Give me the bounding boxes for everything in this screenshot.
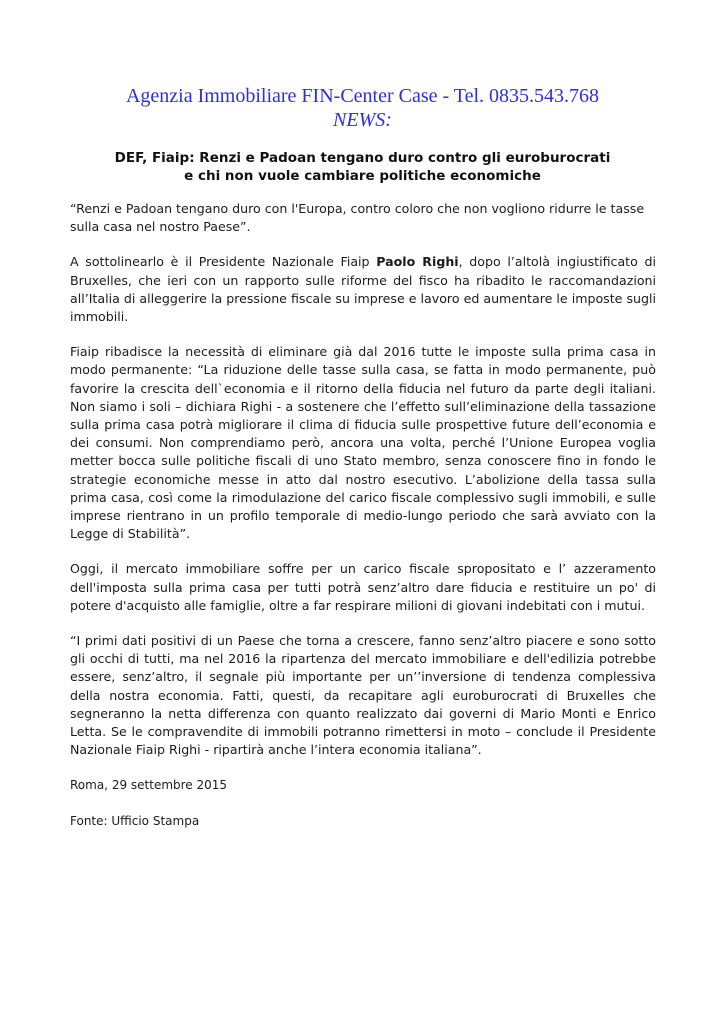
president-name: Paolo Righi (376, 254, 459, 270)
agency-header (0, 84, 725, 132)
paragraph-quote-intro: “Renzi e Padoan tengano duro con l'Europa, contro coloro che non vogliono ridurre le tasse sulla casa nel nostro Paese”. (70, 201, 645, 235)
source-line: Fonte: Ufficio Stampa (70, 813, 200, 828)
date-line: Roma, 29 settembre 2015 (70, 778, 228, 793)
paragraph-market-today: Oggi, il mercato immobiliare soffre per un carico fiscale spropositato e l’ azzeramento dell'imposta sulla prima casa per tutti potrà senz’altro dare fiducia e restituire un po' di potere d'acquisto alle famiglie, oltre a far respirare milioni di giovani indebitati con i mutui. (70, 561, 656, 613)
agency-contact-line: Agenzia Immobiliare FIN-Center Case - Tel. 0835.543.768 (125, 85, 600, 107)
paragraph-righi-statement (70, 253, 656, 326)
headline-line-1: DEF, Fiaip: Renzi e Padoan tengano duro contro gli euroburocrati (114, 150, 611, 166)
news-label: NEWS: (333, 109, 392, 131)
article-body (70, 200, 656, 847)
paragraph-righi-text-after: , dopo l’altolà ingiustificato di Bruxelles, che ieri con un rapporto sulle riforme del fisco ha ribadito le raccomandazioni all’Italia di alleggerire la pressione fiscale su imprese e lavoro ed aumentare le imposte sugli immobili. (70, 254, 656, 325)
paragraph-closing-quote: “I primi dati positivi di un Paese che torna a crescere, fanno senz’altro piacere e sono sotto gli occhi di tutti, ma nel 2016 la ripartenza del mercato immobiliare e dell'edilizia potrebbe essere, senz’altro, il segnale più importante per un’’inversione di tendenza complessiva della nostra economia. Fatti, questi, da recapitare agli euroburocrati di Bruxelles che segneranno la netta differenza con quanto realizzato dai governi di Mario Monti e Enrico Letta. Se le compravendite di immobili potranno rimettersi in moto – conclude il Presidente Nazionale Fiaip Righi - ripartirà anche l’intera economia italiana”. (70, 633, 656, 758)
article-headline (0, 149, 725, 185)
headline-line-2: e chi non vuole cambiare politiche economiche (184, 168, 541, 184)
paragraph-fiaip-position: Fiaip ribadisce la necessità di eliminare già dal 2016 tutte le imposte sulla prima casa in modo permanente: “La riduzione delle tasse sulla casa, se fatta in modo permanente, può favorire la crescita dell`economia e il ritorno della fiducia nel futuro da parte degli italiani. Non siamo i soli – dichiara Righi - a sostenere che l’effetto sull’eliminazione della tassazione sulla prima casa potrà migliorare il clima di fiducia sulle prospettive future dell’economia e dei consumi. Non comprendiamo però, ancora una volta, perché l’Unione Europea voglia metter bocca sulle politiche fiscali di uno Stato membro, senza conoscere fino in fondo le strategie economiche messe in atto dal nostro esecutivo. L’abolizione della tassa sulla prima casa, così come la rimodulazione del carico fiscale complessivo sugli immobili, e sulle imprese rientrano in un profilo temporale di medio-lungo periodo che sarà avviato con la Legge di Stabilità”. (70, 344, 656, 542)
paragraph-righi-text-before: A sottolinearlo è il Presidente Nazionale Fiaip (70, 254, 377, 270)
